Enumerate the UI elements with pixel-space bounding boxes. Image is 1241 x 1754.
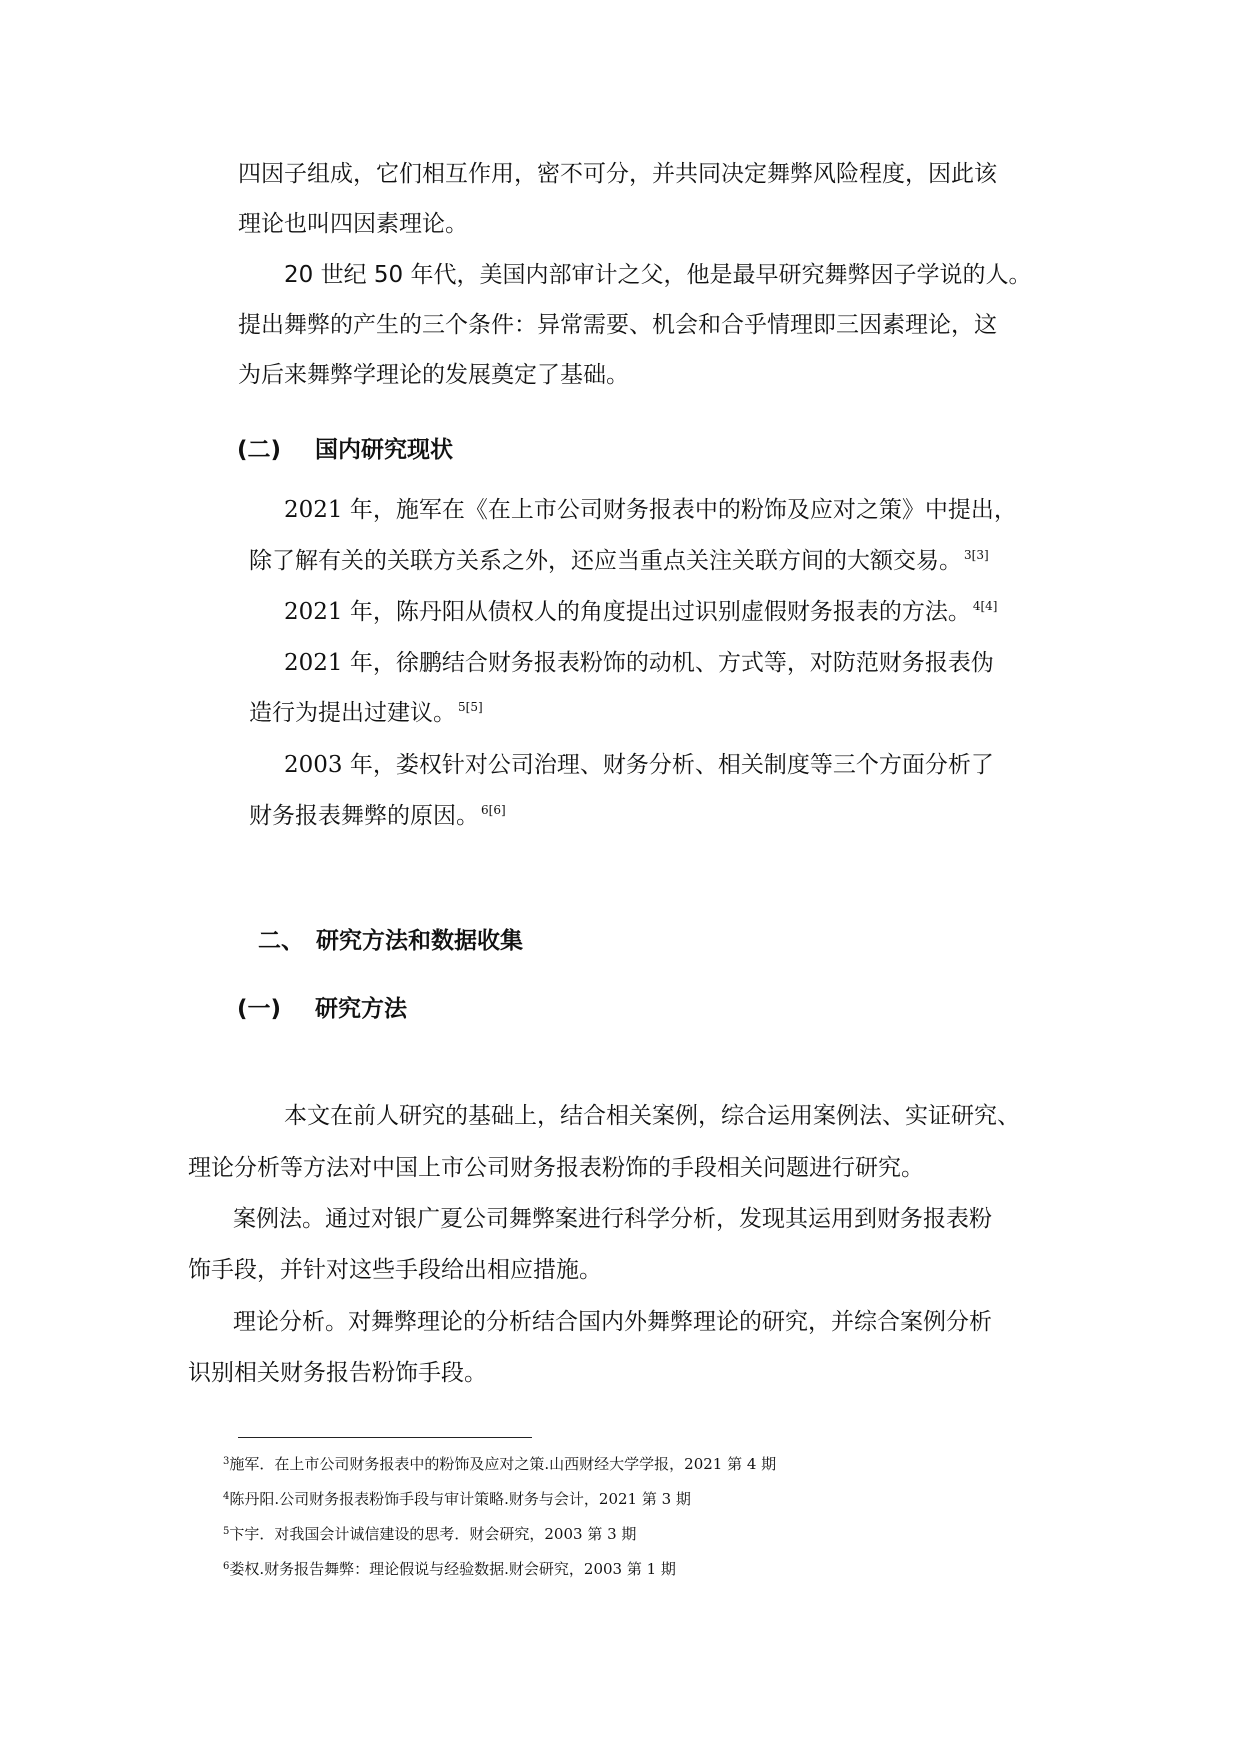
footnote-mark: 3 (223, 1456, 230, 1467)
citation-ref: 4[4] (972, 599, 998, 613)
section-title: 国内研究现状 (315, 437, 453, 463)
footnote-separator (238, 1437, 532, 1438)
paragraph-line: 理论分析等方法对中国上市公司财务报表粉饰的手段相关问题进行研究。 (188, 1155, 924, 1181)
footnote: $^6$娄权.财务报告舞弊：理论假说与经验数据.财会研究，2003 第 1 期 (223, 1560, 676, 1578)
paragraph-line: 四因子组成，它们相互作用，密不可分，并共同决定舞弊风险程度，因此该 (238, 161, 997, 187)
paragraph-line: 案例法。通过对银广夏公司舞弊案进行科学分析，发现其运用到财务报表粉 (233, 1206, 992, 1232)
paragraph-line: 为后来舞弊学理论的发展奠定了基础。 (238, 362, 629, 388)
paragraph-line: 饰手段，并针对这些手段给出相应措施。 (188, 1257, 602, 1283)
footnote-mark: 5 (223, 1526, 230, 1537)
section-title: 研究方法 (315, 996, 407, 1022)
footnote: $^3$施军．在上市公司财务报表中的粉饰及应对之策.山西财经大学学报，2021 第 4 期 (223, 1455, 777, 1473)
paragraph-line: 理论也叫四因素理论。 (238, 211, 468, 237)
footnote-mark: 4 (223, 1491, 230, 1502)
literature-line: 造行为提出过建议。 $^{5[5]}$ (249, 700, 483, 726)
footnote-mark: 6 (223, 1561, 230, 1572)
section-heading-domestic (237, 431, 453, 464)
literature-line: 2021 年，施军在《在上市公司财务报表中的粉饰及应对之策》中提出， (284, 497, 1017, 523)
literature-line: 2021 年，徐鹏结合财务报表粉饰的动机、方式等，对防范财务报表伪 (284, 650, 994, 676)
citation-ref: 5[5] (458, 700, 483, 714)
section-number: (二) (237, 437, 282, 463)
footnote: $^4$陈丹阳.公司财务报表粉饰手段与审计策略.财务与会计，2021 第 3 期 (223, 1490, 691, 1508)
paragraph-line: 识别相关财务报告粉饰手段。 (188, 1360, 487, 1386)
chapter-heading (258, 922, 523, 955)
chapter-number: 二、 (258, 928, 304, 954)
citation-ref: 6[6] (481, 803, 506, 817)
paragraph-line: 本文在前人研究的基础上，结合相关案例，综合运用案例法、实证研究、 (284, 1103, 1020, 1129)
literature-line: 除了解有关的关联方关系之外，还应当重点关注关联方间的大额交易。 $^{3[3]}$ (249, 548, 989, 574)
footnote: $^5$卞宇．对我国会计诚信建设的思考．财会研究，2003 第 3 期 (223, 1525, 637, 1543)
literature-line: 2003 年，娄权针对公司治理、财务分析、相关制度等三个方面分析了 (284, 752, 994, 778)
chapter-title: 研究方法和数据收集 (316, 928, 523, 954)
paragraph-line: 提出舞弊的产生的三个条件：异常需要、机会和合乎情理即三因素理论，这 (238, 312, 997, 338)
literature-line: 2021 年，陈丹阳从债权人的角度提出过识别虚假财务报表的方法。 $^{4[4]}$ (284, 599, 998, 625)
section-heading-methods (237, 990, 407, 1023)
section-number: (一) (237, 996, 282, 1022)
paragraph-line: 理论分析。对舞弊理论的分析结合国内外舞弊理论的研究，并综合案例分析 (233, 1309, 992, 1335)
citation-ref: 3[3] (964, 548, 989, 562)
paragraph-line: 20 世纪 50 年代，美国内部审计之父，他是最早研究舞弊因子学说的人。 (284, 262, 1032, 288)
literature-line: 财务报表舞弊的原因。 $^{6[6]}$ (249, 803, 506, 829)
